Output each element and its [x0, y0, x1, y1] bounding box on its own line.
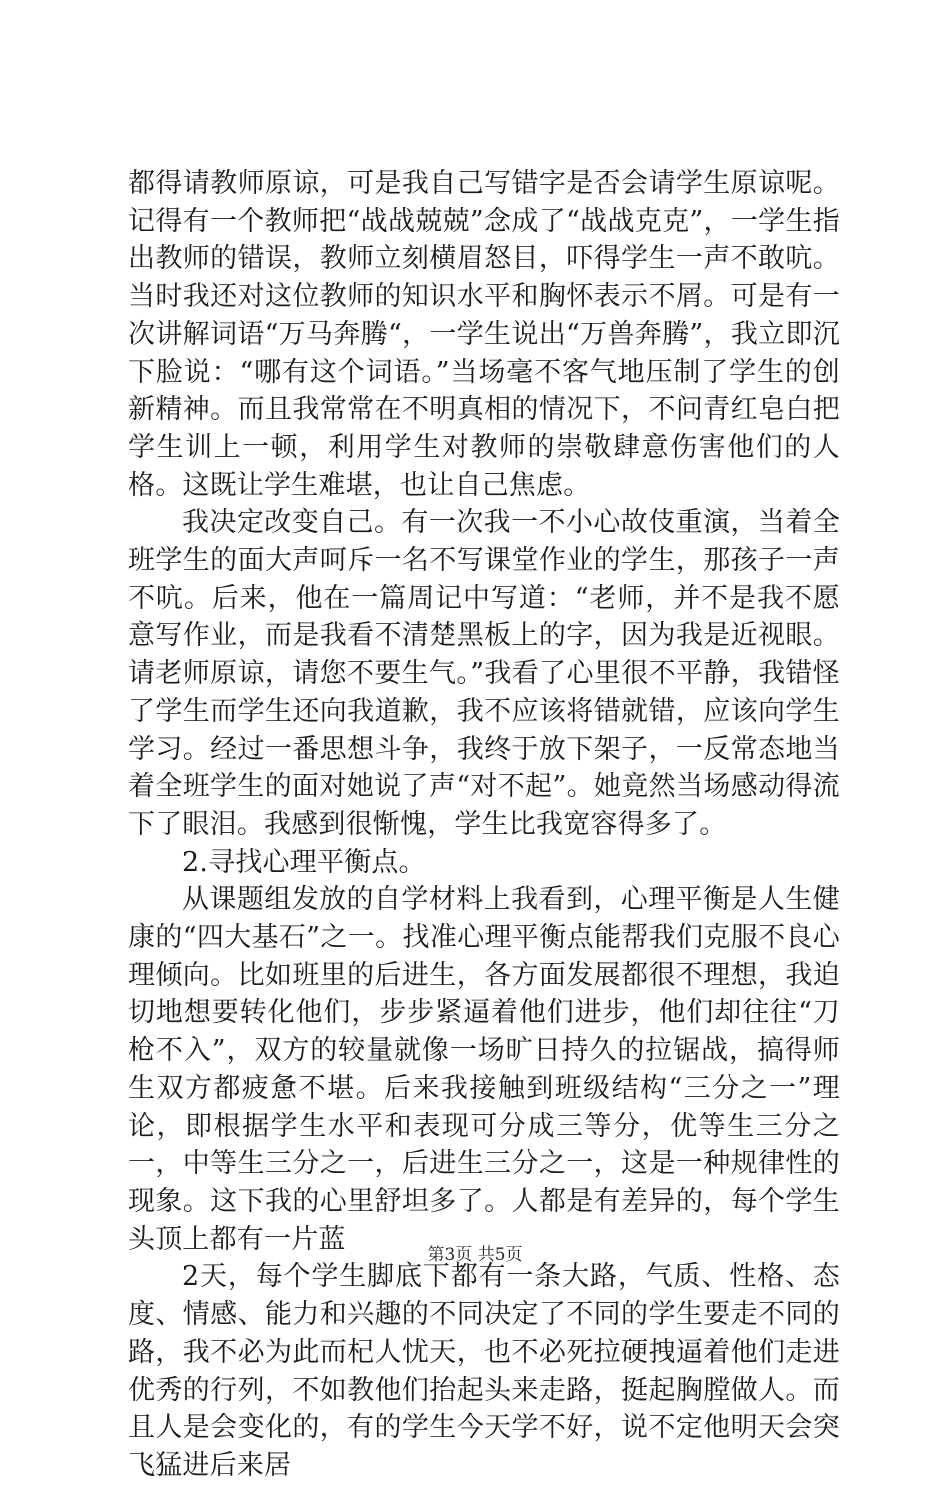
- paragraph-3: 从课题组发放的自学材料上我看到，心理平衡是人生健康的“四大基石”之一。找准心理平衡点能帮我们克服不良心理倾向。比如班里的后进生，各方面发展都很不理想，我迫切地想要转化他们，步步紧逼着他们进步，他们却往往“刀枪不入”，双方的较量就像一场旷日持久的拉锯战，搞得师生双方都疲惫不堪。后来我接触到班级结构“三分之一”理论，即根据学生水平和表现可分成三等分，优等生三分之一，中等生三分之一，后进生三分之一，这是一种规律性的现象。这下我的心里舒坦多了。人都是有差异的，每个学生头顶上都有一片蓝: [128, 884, 840, 1255]
- paragraph-2: 我决定改变自己。有一次我一不小心故伎重演，当着全班学生的面大声呵斥一名不写课堂作业的学生，那孩子一声不吭。后来，他在一篇周记中写道：“老师，并不是我不愿意写作业，而是我看不清楚黑板上的字，因为我是近视眼。请老师原谅，请您不要生气。”我看了心里很不平静，我错怪了学生而学生还向我道歉，我不应该将错就错，应该向学生学习。经过一番思想斗争，我终于放下架子，一反常态地当着全班学生的面对她说了声“对不起”。她竟然当场感动得流下了眼泪。我感到很惭愧，学生比我宽容得多了。: [128, 507, 840, 840]
- page-footer: 第3页 共5页: [427, 1245, 523, 1265]
- paragraph-1: 都得请教师原谅，可是我自己写错字是否会请学生原谅呢。记得有一个教师把“战战兢兢”念成了“战战克克”，一学生指出教师的错误，教师立刻横眉怒目，吓得学生一声不敢吭。当时我还对这位教师的知识水平和胸怀表示不屑。可是有一次讲解词语“万马奔腾“，一学生说出“万兽奔腾”，我立即沉下脸说：“哪有这个词语。”当场毫不客气地压制了学生的创新精神。而且我常常在不明真相的情况下，不问青红皂白把学生训上一顿，利用学生对教师的崇敬肆意伤害他们的人格。这既让学生难堪，也让自己焦虑。: [128, 168, 840, 501]
- section-heading: 2.寻找心理平衡点。: [182, 846, 426, 878]
- document-body: [128, 165, 840, 1485]
- paragraph-4: 2天，每个学生脚底下都有一条大路，气质、性格、态度、情感、能力和兴趣的不同决定了不同的学生要走不同的路，我不必为此而杞人忧天，也不必死拉硬拽逼着他们走进优秀的行列，不如教他们抬起头来走路，挺起胸膛做人。而且人是会变化的，有的学生今天学不好，说不定他明天会突飞猛进后来居: [128, 1261, 840, 1481]
